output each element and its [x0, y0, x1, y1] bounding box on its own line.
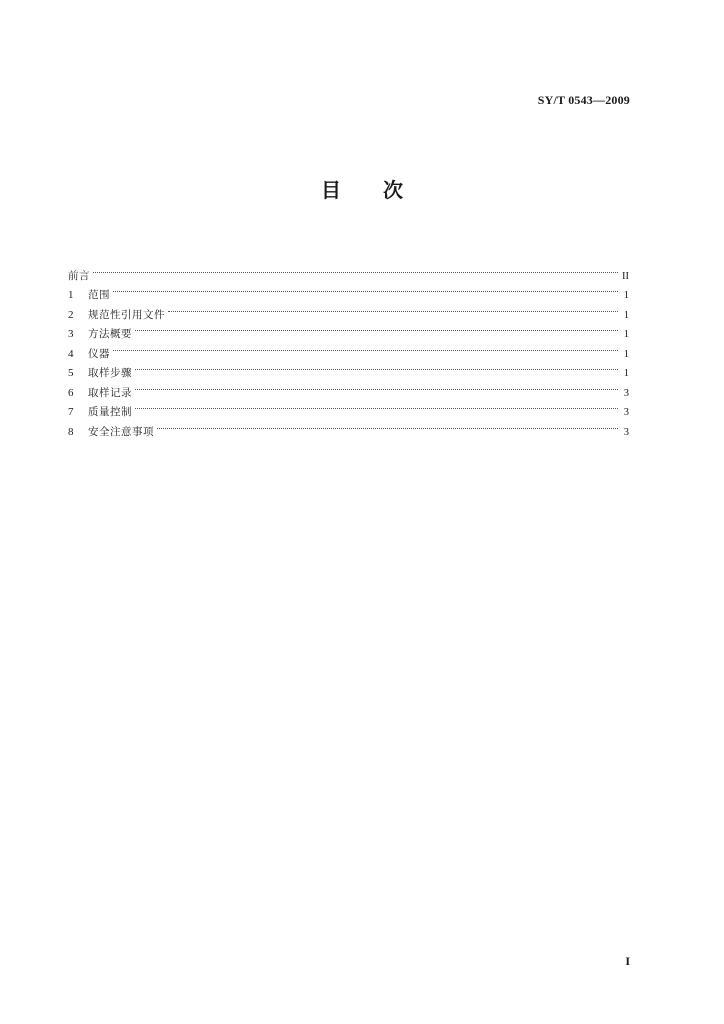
toc-entry-page: 3 [623, 387, 629, 399]
toc-entry-instruments[interactable] [68, 337, 629, 360]
page-title [0, 174, 724, 203]
toc-entry-number: 8 [68, 425, 74, 438]
toc-dot-leader [168, 298, 618, 318]
toc-entry-safety-precautions[interactable] [68, 415, 629, 438]
toc-entry-label: 取样步骤 [88, 367, 132, 379]
toc-dot-leader [157, 415, 618, 435]
toc-entry-page: 1 [623, 309, 629, 321]
toc-entry-number: 6 [68, 386, 74, 399]
toc-entry-label: 规范性引用文件 [88, 308, 165, 321]
toc-entry-preface[interactable] [68, 259, 629, 282]
standard-code: SY/T 0543—2009 [537, 93, 630, 107]
toc-entry-method-summary[interactable] [68, 318, 629, 338]
toc-dot-leader [113, 279, 618, 299]
toc-dot-leader [135, 318, 618, 338]
toc-entry-page: 3 [623, 407, 629, 418]
toc-entry-label: 仪器 [88, 347, 110, 360]
toc-entry-label: 取样记录 [88, 386, 132, 399]
toc-entry-page: II [622, 270, 629, 282]
toc-entry-page: 1 [623, 329, 629, 340]
toc-entry-number: 4 [68, 347, 74, 360]
toc-entry-sampling-steps[interactable] [68, 357, 629, 377]
toc-entry-number: 1 [68, 289, 74, 301]
toc-entry-number: 3 [68, 328, 74, 340]
toc-entry-number: 2 [68, 308, 74, 321]
title-char-1: 目 [321, 178, 341, 202]
toc-entry-page: 1 [623, 290, 629, 301]
toc-dot-leader [135, 396, 618, 416]
toc-entry-sampling-record[interactable] [68, 376, 629, 399]
toc-entry-number: 5 [68, 367, 74, 379]
toc-entry-label: 前言 [68, 269, 90, 282]
toc-dot-leader [135, 357, 618, 377]
toc-entry-page: 1 [623, 368, 629, 379]
toc-entry-label: 质量控制 [88, 406, 132, 418]
toc-entry-normative-references[interactable] [68, 298, 629, 321]
toc-dot-leader [93, 259, 618, 279]
toc-entry-page: 3 [623, 426, 629, 438]
toc-entry-label: 方法概要 [88, 328, 132, 340]
toc-entry-number: 7 [68, 406, 74, 418]
toc-dot-leader [113, 337, 618, 357]
toc-dot-leader [135, 376, 618, 396]
toc-entry-quality-control[interactable] [68, 396, 629, 416]
toc-entry-label: 范围 [88, 289, 110, 301]
toc-entry-page: 1 [623, 348, 629, 360]
title-char-2: 次 [383, 178, 403, 202]
toc-entry-label: 安全注意事项 [88, 425, 154, 438]
toc-entry-scope[interactable] [68, 279, 629, 299]
page-number: I [625, 954, 630, 968]
table-of-contents [68, 259, 629, 438]
